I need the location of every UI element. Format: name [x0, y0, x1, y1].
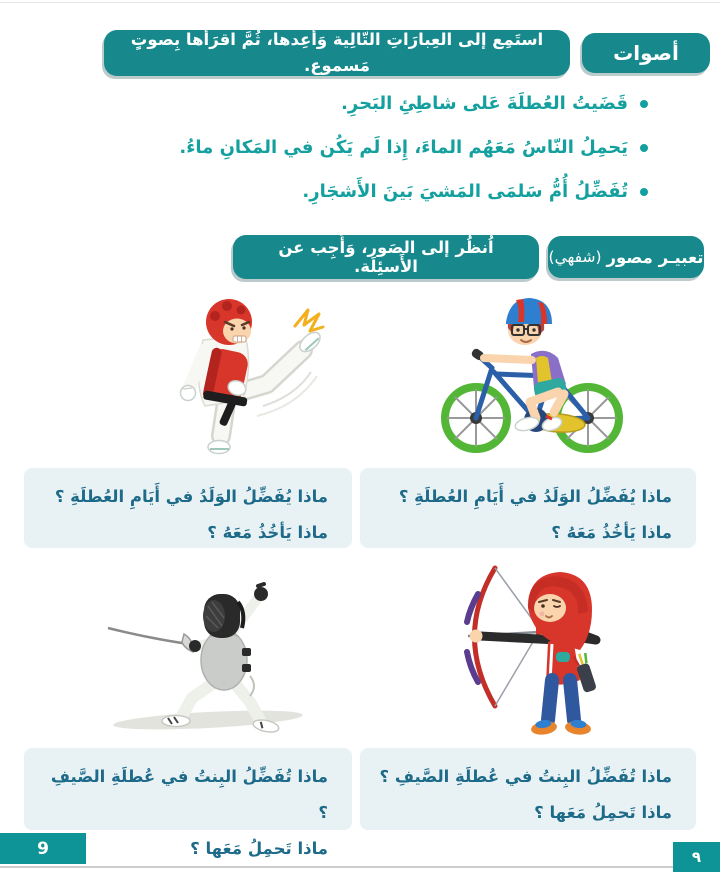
page-top-border: [0, 2, 720, 3]
question-box-fencer: [24, 748, 352, 858]
page-number-arabic: [673, 842, 720, 872]
sentence-text: تُفَضِّلُ أُمُّ سَلمَى المَشيَ بَينَ الأَشجَارِ.: [302, 181, 628, 202]
sentence-text: قَضَيتُ العُطلَةَ عَلى شاطِئِ البَحرِ.: [341, 93, 628, 114]
sounds-section-tag: [582, 33, 710, 73]
question-line: ماذا تُفَضِّلُ البِنتُ في عُطلَةِ الصَّيفِ ؟: [50, 767, 328, 822]
page-number-latin: [0, 833, 86, 864]
question-line: ماذا يَأخُذُ مَعَهُ ؟: [207, 523, 328, 542]
sounds-instruction-text: استَمِع إلى العِبارَاتِ التّالِية وَأَعِدها، ثُمَّ اقرَأها بِصوتٍ مَسموع.: [130, 29, 544, 75]
expression-instruction-pill: [233, 235, 539, 279]
cycling-boy-icon: [428, 284, 638, 462]
expression-tag-label: تعبيـر مصور: [606, 247, 704, 267]
bullet-dot-icon: [640, 188, 648, 196]
question-line: ماذا تَحمِلُ مَعَها ؟: [534, 803, 672, 822]
bullet-dot-icon: [640, 144, 648, 152]
question-line: ماذا يَأخُذُ مَعَهُ ؟: [551, 523, 672, 542]
taekwondo-boy-illustration: [145, 288, 340, 462]
bullet-dot-icon: [640, 100, 648, 108]
question-line: ماذا يُفَضِّلُ الوَلَدُ في أَيَامِ العُطلَةِ ؟: [54, 487, 328, 506]
cycling-boy-illustration: [428, 284, 638, 462]
question-line: ماذا تَحمِلُ مَعَها ؟: [190, 839, 328, 858]
page-number-latin-text: 9: [37, 838, 49, 859]
list-item: [68, 132, 648, 163]
fencer-illustration: [98, 568, 333, 740]
fencer-icon: [98, 568, 333, 740]
sentence-text: يَحمِلُ النّاسُ مَعَهُم الماءَ، إِذا لَم يَكُن في المَكانِ ماءُ.: [179, 137, 628, 158]
archer-girl-illustration: [440, 556, 640, 740]
expression-section-tag: [548, 236, 704, 278]
page-number-arabic-text: ٩: [691, 848, 702, 866]
expression-tag-paren: (شفهي): [548, 248, 602, 266]
list-item: [68, 176, 648, 207]
question-box-cycling-boy: [360, 468, 696, 548]
sounds-sentence-list: [68, 88, 648, 220]
sounds-instruction-pill: [104, 30, 570, 76]
question-box-taekwondo-boy: [24, 468, 352, 548]
list-item: [68, 88, 648, 119]
question-box-archer-girl: [360, 748, 696, 830]
footer-divider: [0, 866, 720, 868]
expression-instruction-text: اُنظُر إلى الصَور، وَأَجِب عن الأَسئِلَة.: [278, 238, 494, 276]
question-line: ماذا يُفَضِّلُ الوَلَدُ في أَيَامِ العُطلَةِ ؟: [398, 487, 672, 506]
taekwondo-boy-icon: [145, 288, 340, 462]
question-line: ماذا تُفَضِّلُ البِنتُ في عُطلَةِ الصَّيفِ ؟: [379, 767, 672, 786]
archer-girl-icon: [440, 556, 640, 740]
sounds-section-tag-label: أصوات: [613, 41, 679, 65]
